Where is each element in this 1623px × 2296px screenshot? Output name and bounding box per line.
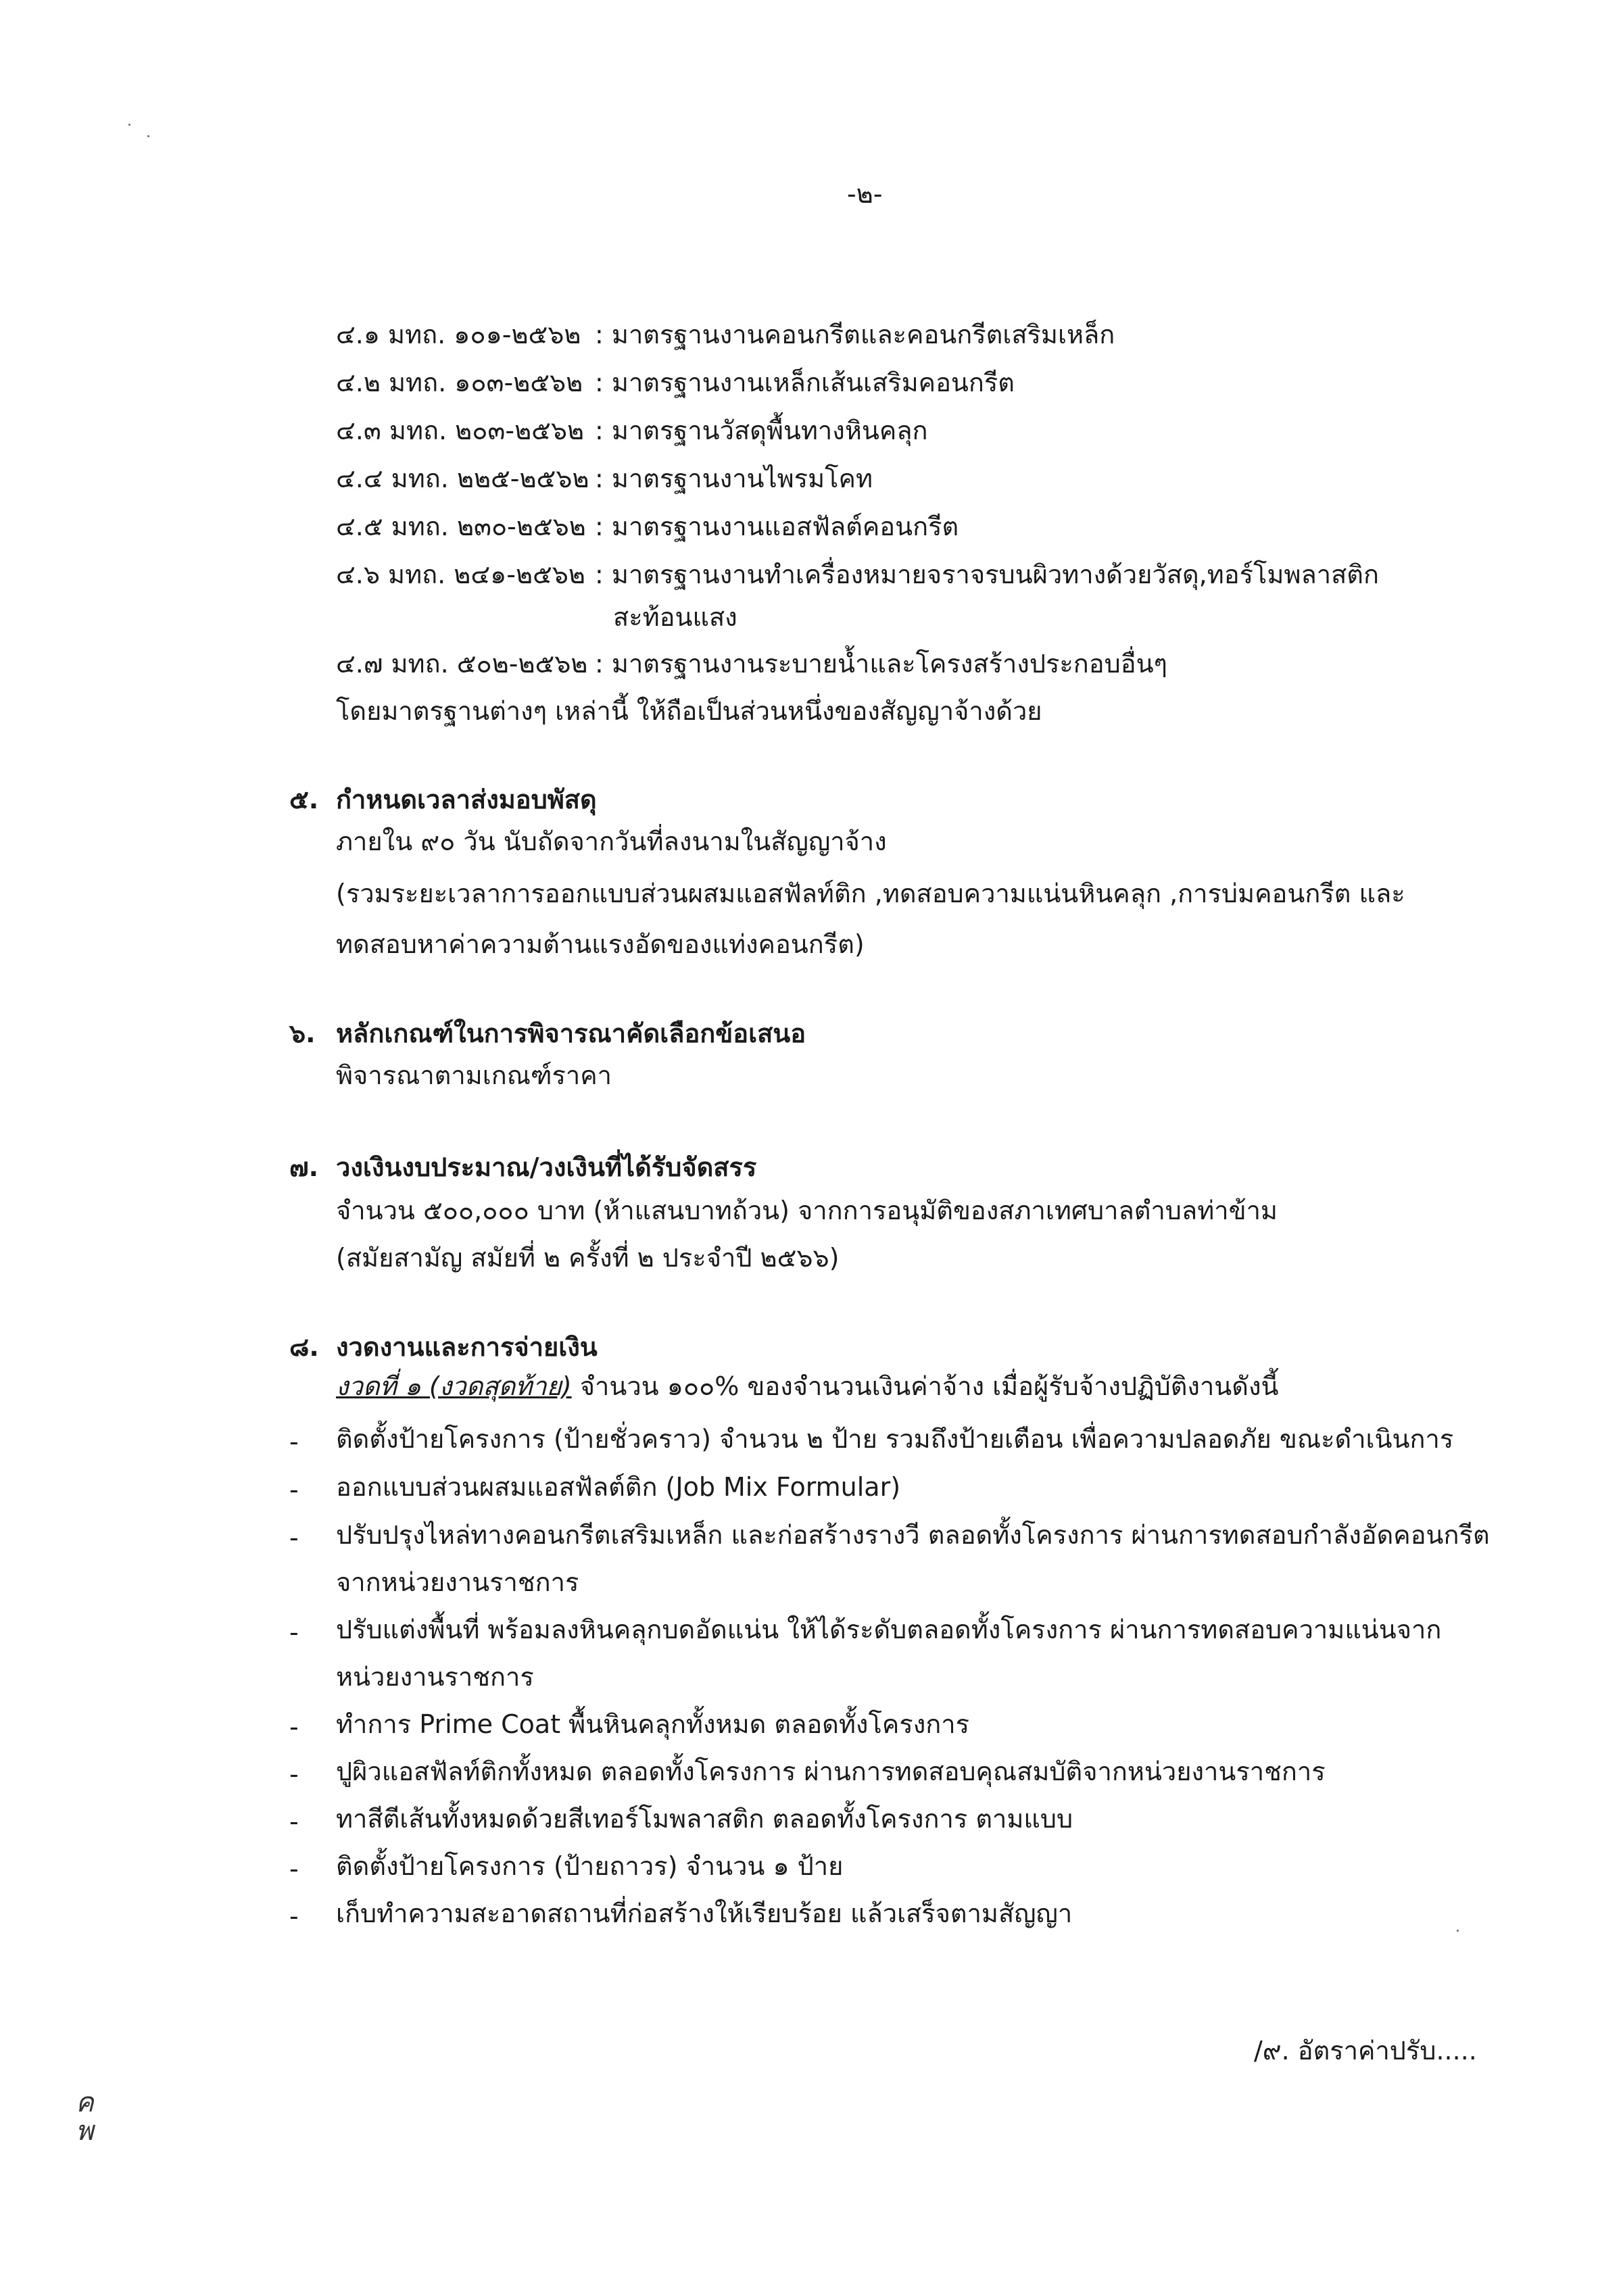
section-title: งวดงานและการจ่ายเงิน (336, 1332, 598, 1362)
list-item: ปรับแต่งพื้นที่ พร้อมลงหินคลุกบดอัดแน่น ให้ได้ระดับตลอดทั้งโครงการ ผ่านการทดสอบความแน่นจาก (336, 1615, 1442, 1644)
list-item-continued: จากหน่วยงานราชการ (336, 1567, 579, 1597)
installment-label: งวดที่ ๑ (งวดสุดท้าย) (336, 1371, 572, 1401)
list-item-continued: หน่วยงานราชการ (336, 1662, 534, 1692)
standard-desc: : มาตรฐานงานทำเครื่องหมายจราจรบนผิวทางด้วยวัสดุ,ทอร์โมพลาสติก (595, 560, 1379, 589)
standard-code: ๔.๔ มทถ. ๒๒๕-๒๕๖๒ (336, 464, 589, 493)
section-text: ทดสอบหาค่าความต้านแรงอัดของแท่งคอนกรีต) (336, 929, 865, 959)
list-item: ทาสีตีเส้นทั้งหมดด้วยสีเทอร์โมพลาสติก ตลอดทั้งโครงการ ตามแบบ (336, 1804, 1073, 1834)
initial-mark: พ (76, 2116, 94, 2147)
scan-speck (147, 135, 149, 137)
section-text: จำนวน ๕๐๐,๐๐๐ บาท (ห้าแสนบาทถ้วน) จากการอนุมัติของสภาเทศบาลตำบลท่าข้าม (336, 1196, 1278, 1225)
scan-speck (128, 124, 130, 126)
list-dash: - (289, 1854, 299, 1884)
page-number: -๒- (847, 179, 883, 209)
standard-desc: : มาตรฐานวัสดุพื้นทางหินคลุก (595, 416, 928, 445)
list-item: เก็บทำความสะอาดสถานที่ก่อสร้างให้เรียบร้อย แล้วเสร็จตามสัญญา (336, 1899, 1073, 1928)
standards-note: โดยมาตรฐานต่างๆ เหล่านี้ ให้ถือเป็นส่วนหนึ่งของสัญญาจ้างด้วย (336, 696, 1042, 726)
standard-code: ๔.๕ มทถ. ๒๓๐-๒๕๖๒ (336, 512, 586, 541)
list-item: ปูผิวแอสฟัลท์ติกทั้งหมด ตลอดทั้งโครงการ ผ่านการทดสอบคุณสมบัติจากหน่วยงานราชการ (336, 1757, 1326, 1786)
list-dash: - (289, 1475, 299, 1505)
standard-code: ๔.๖ มทถ. ๒๔๑-๒๕๖๒ (336, 560, 585, 589)
list-dash: - (289, 1759, 299, 1789)
standard-desc: : มาตรฐานงานคอนกรีตและคอนกรีตเสริมเหล็ก (595, 320, 1115, 349)
installment-line (336, 1373, 1279, 1399)
list-dash: - (289, 1617, 299, 1647)
list-dash: - (289, 1901, 299, 1931)
standard-code: ๔.๒ มทถ. ๑๐๓-๒๕๖๒ (336, 368, 583, 397)
section-number: ๘. (289, 1332, 319, 1362)
standard-code: ๔.๓ มทถ. ๒๐๓-๒๕๖๒ (336, 416, 585, 445)
list-dash: - (289, 1427, 299, 1457)
standard-desc: : มาตรฐานงานระบายน้ำและโครงสร้างประกอบอื่นๆ (595, 649, 1167, 679)
standard-desc: : มาตรฐานงานแอสฟัลต์คอนกรีต (595, 512, 959, 541)
list-item: ปรับปรุงไหล่ทางคอนกรีตเสริมเหล็ก และก่อสร้างรางวี ตลอดทั้งโครงการ ผ่านการทดสอบกำลังอัดคอนกรีต (336, 1520, 1490, 1550)
section-number: ๕. (289, 785, 319, 814)
section-title: กำหนดเวลาส่งมอบพัสดุ (336, 785, 597, 814)
section-text: ภายใน ๙๐ วัน นับถัดจากวันที่ลงนามในสัญญาจ้าง (336, 827, 887, 856)
section-text: (สมัยสามัญ สมัยที่ ๒ ครั้งที่ ๒ ประจำปี ๒๕๖๖) (336, 1243, 840, 1273)
section-number: ๖. (289, 1019, 316, 1048)
scan-speck (1457, 1930, 1459, 1932)
standard-desc: : มาตรฐานงานไพรมโคท (595, 464, 873, 493)
section-title: วงเงินงบประมาณ/วงเงินที่ได้รับจัดสรร (336, 1152, 757, 1182)
list-dash: - (289, 1712, 299, 1742)
section-title: หลักเกณฑ์ในการพิจารณาคัดเลือกข้อเสนอ (336, 1019, 806, 1048)
list-item: ติดตั้งป้ายโครงการ (ป้ายชั่วคราว) จำนวน ๒ ป้าย รวมถึงป้ายเตือน เพื่อความปลอดภัย ขณะดำเนินการ (336, 1424, 1454, 1454)
list-item: ทำการ Prime Coat พื้นหินคลุกทั้งหมด ตลอดทั้งโครงการ (336, 1709, 970, 1739)
standard-desc: : มาตรฐานงานเหล็กเส้นเสริมคอนกรีต (595, 368, 1015, 397)
continuation-note: /๙. อัตราค่าปรับ..... (1254, 2036, 1477, 2066)
standard-desc-continued: สะท้อนแสง (613, 602, 737, 632)
section-number: ๗. (289, 1152, 319, 1182)
list-item: ติดตั้งป้ายโครงการ (ป้ายถาวร) จำนวน ๑ ป้าย (336, 1851, 844, 1881)
installment-text: จำนวน ๑๐๐% ของจำนวนเงินค่าจ้าง เมื่อผู้รับจ้างปฏิบัติงานดังนี้ (571, 1371, 1279, 1401)
section-text: พิจารณาตามเกณฑ์ราคา (336, 1060, 612, 1090)
section-text: (รวมระยะเวลาการออกแบบส่วนผสมแอสฟัลท์ติก ,ทดสอบความแน่นหินคลุก ,การบ่มคอนกรีต และ (336, 879, 1405, 908)
handwritten-initials (76, 2089, 94, 2145)
initial-mark: ค (76, 2087, 94, 2118)
list-dash: - (289, 1807, 299, 1836)
list-dash: - (289, 1523, 299, 1553)
list-item: ออกแบบส่วนผสมแอสฟัลต์ติก (Job Mix Formular) (336, 1472, 901, 1502)
standard-code: ๔.๑ มทถ. ๑๐๑-๒๕๖๒ (336, 320, 581, 349)
standard-code: ๔.๗ มทถ. ๕๐๒-๒๕๖๒ (336, 649, 588, 679)
